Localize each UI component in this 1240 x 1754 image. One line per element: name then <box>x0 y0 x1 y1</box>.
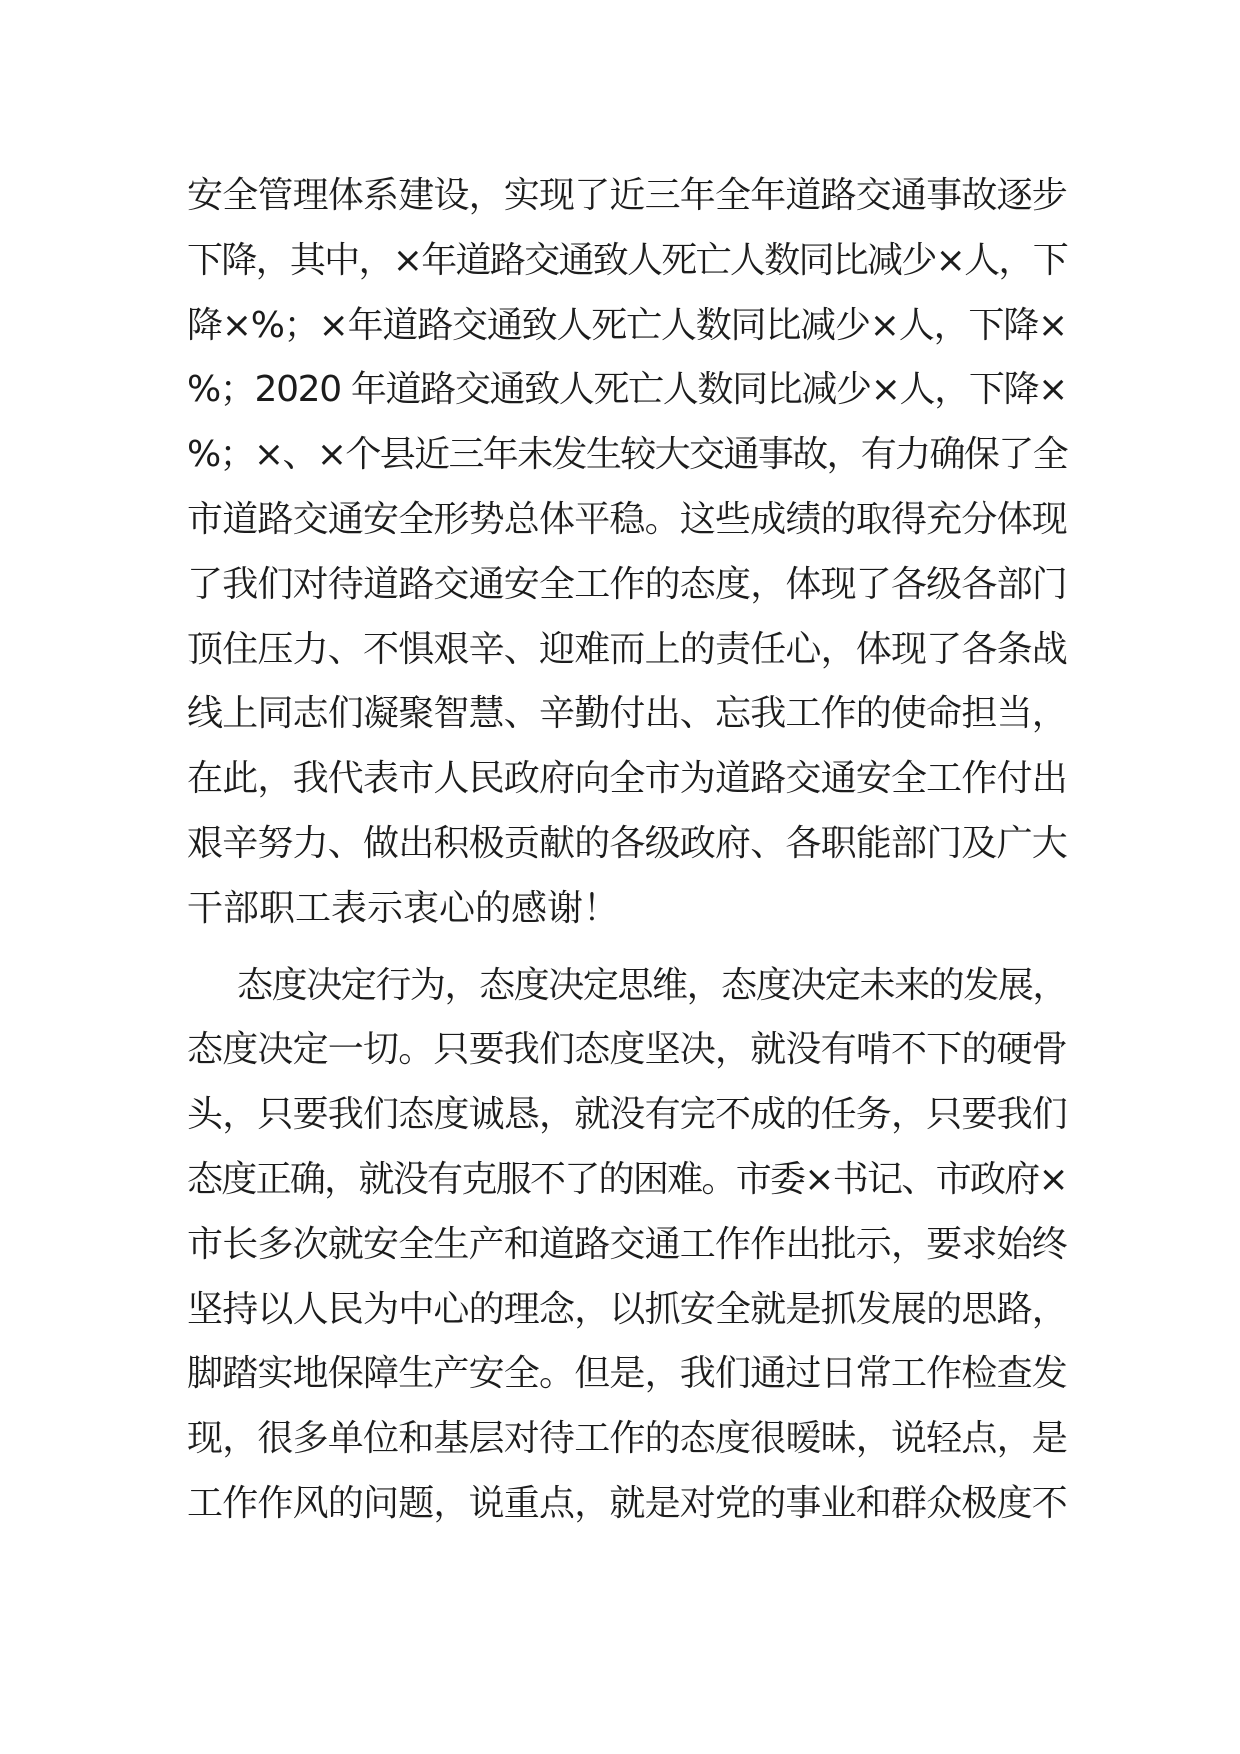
text-line: 市道路交通安全形势总体平稳。这些成绩的取得充分体现 <box>187 498 1067 540</box>
text-line: 下降，其中，×年道路交通致人死亡人数同比减少×人，下 <box>187 239 1067 281</box>
text-line: %；×、×个县近三年未发生较大交通事故，有力确保了全 <box>187 434 1067 476</box>
text-line: 艰辛努力、做出积极贡献的各级政府、各职能部门及广大 <box>187 822 1067 864</box>
paragraph-1 <box>187 164 1067 942</box>
text-line: 了我们对待道路交通安全工作的态度，体现了各级各部门 <box>187 563 1067 605</box>
text-line: 顶住压力、不惧艰辛、迎难而上的责任心，体现了各条战 <box>187 628 1067 670</box>
text-line: 在此，我代表市人民政府向全市为道路交通安全工作付出 <box>187 758 1067 800</box>
text-line: 头，只要我们态度诚恳，就没有完不成的任务，只要我们 <box>187 1094 1067 1136</box>
paragraph-spacing <box>187 942 1067 954</box>
text-line: 态度决定行为，态度决定思维，态度决定未来的发展， <box>237 964 1067 1006</box>
paragraph-2 <box>187 954 1067 1537</box>
text-line: 坚持以人民为中心的理念，以抓安全就是抓发展的思路， <box>187 1288 1067 1330</box>
text-line: 降×%；×年道路交通致人死亡人数同比减少×人，下降× <box>187 304 1067 346</box>
text-line: 安全管理体系建设，实现了近三年全年道路交通事故逐步 <box>187 175 1067 216</box>
text-line: 工作作风的问题，说重点，就是对党的事业和群众极度不 <box>187 1482 1067 1524</box>
text-line: %；2020 年道路交通致人死亡人数同比减少×人，下降× <box>187 369 1067 411</box>
text-line: 态度决定一切。只要我们态度坚决，就没有啃不下的硬骨 <box>187 1029 1067 1071</box>
document-body <box>187 164 1067 1537</box>
text-line: 脚踏实地保障生产安全。但是，我们通过日常工作检查发 <box>187 1353 1067 1395</box>
text-line: 现，很多单位和基层对待工作的态度很暧昧，说轻点，是 <box>187 1418 1067 1460</box>
text-line: 市长多次就安全生产和道路交通工作作出批示，要求始终 <box>187 1223 1067 1265</box>
text-line: 干部职工表示衷心的感谢！ <box>187 887 620 929</box>
text-line: 线上同志们凝聚智慧、辛勤付出、忘我工作的使命担当， <box>187 693 1067 735</box>
text-line: 态度正确，就没有克服不了的困难。市委×书记、市政府× <box>187 1158 1067 1200</box>
